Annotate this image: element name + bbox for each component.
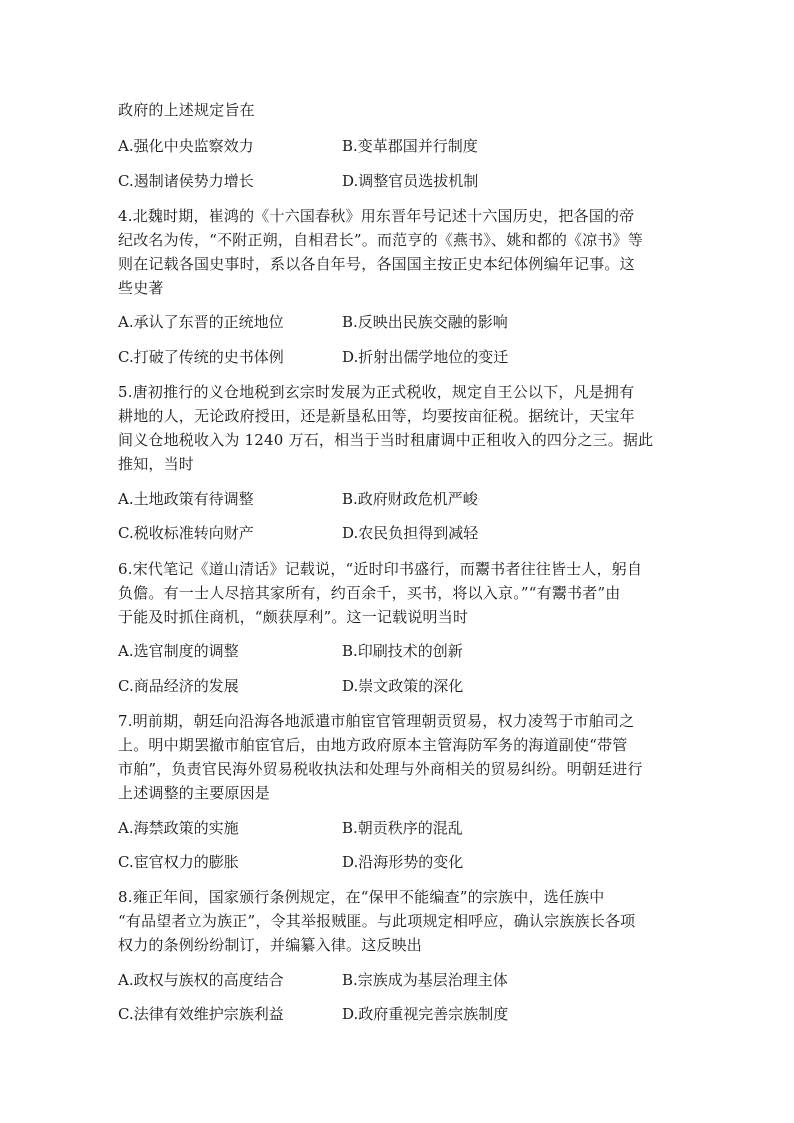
q5-option-a: A.土地政策有待调整 — [118, 490, 254, 508]
q7-stem-line: 上述调整的主要原因是 — [118, 784, 271, 802]
q6-option-d: D.崇文政策的深化 — [342, 677, 464, 695]
q6-stem-line: 6.宋代笔记《道山清话》记载说，“近时印书盛行，而鬻书者往往皆士人，躬自 — [118, 560, 643, 578]
q7-option-b: B.朝贡秩序的混乱 — [342, 819, 463, 837]
q6-option-c: C.商品经济的发展 — [118, 677, 239, 695]
q3-option-c: C.遏制诸侯势力增长 — [118, 172, 254, 190]
q7-option-d: D.沿海形势的变化 — [342, 853, 464, 871]
q8-stem-line: 8.雍正年间，国家颁行条例规定，在“保甲不能编查”的宗族中，选任族中 — [118, 888, 605, 906]
q4-stem-line: 则在记载各国史事时，系以各自年号，各国国主按正史本纪体例编年记事。这 — [118, 255, 635, 273]
q4-option-b: B.反映出民族交融的影响 — [342, 313, 508, 331]
q3-option-a: A.强化中央监察效力 — [118, 137, 254, 155]
q4-option-a: A.承认了东晋的正统地位 — [118, 313, 284, 331]
q4-option-c: C.打破了传统的史书体例 — [118, 348, 284, 366]
q3-option-d: D.调整官员选拔机制 — [342, 172, 479, 190]
q8-stem-line: “有品望者立为族正”，令其举报贼匪。与此项规定相呼应，确认宗族族长各项 — [118, 912, 636, 930]
q5-stem-line: 耕地的人，无论政府授田，还是新垦私田等，均要按亩征税。据统计，天宝年 — [118, 407, 635, 425]
q5-option-d: D.农民负担得到减轻 — [342, 524, 479, 542]
q8-stem-line: 权力的条例纷纷制订，并编纂入律。这反映出 — [118, 936, 423, 954]
q5-option-b: B.政府财政危机严峻 — [342, 490, 478, 508]
q4-stem-line: 4.北魏时期，崔鸿的《十六国春秋》用东晋年号记述十六国历史，把各国的帝 — [118, 207, 635, 225]
q5-stem-line: 推知，当时 — [118, 455, 195, 473]
q7-stem-line: 7.明前期，朝廷向沿海各地派遣市舶宦官管理朝贡贸易，权力凌驾于市舶司之 — [118, 712, 635, 730]
q7-stem-line: 上。明中期罢撤市舶宦官后，由地方政府原本主管海防军务的海道副使“带管 — [118, 736, 628, 754]
q5-stem-line: 5.唐初推行的义仓地税到玄宗时发展为正式税收，规定自王公以下，凡是拥有 — [118, 383, 635, 401]
question-3-stem-tail: 政府的上述规定旨在 — [118, 101, 255, 119]
q5-option-c: C.税收标准转向财产 — [118, 524, 254, 542]
q7-option-c: C.宦官权力的膨胀 — [118, 853, 239, 871]
q7-option-a: A.海禁政策的实施 — [118, 819, 239, 837]
q6-option-a: A.选官制度的调整 — [118, 642, 239, 660]
q8-option-c: C.法律有效维护宗族利益 — [118, 1005, 284, 1023]
q5-stem-line: 间义仓地税收入为 1240 万石，相当于当时租庸调中正租收入的四分之三。据此 — [118, 431, 654, 449]
q3-option-b: B.变革郡国并行制度 — [342, 137, 478, 155]
q6-option-b: B.印刷技术的创新 — [342, 642, 463, 660]
q6-stem-line: 于能及时抓住商机，“颇获厚利”。这一记载说明当时 — [118, 608, 469, 626]
q4-option-d: D.折射出儒学地位的变迁 — [342, 348, 509, 366]
q6-stem-line: 负儋。有一士人尽掊其家所有，约百余千，买书，将以入京。”“有鬻书者”由 — [118, 584, 621, 602]
q8-option-d: D.政府重视完善宗族制度 — [342, 1005, 509, 1023]
q8-option-b: B.宗族成为基层治理主体 — [342, 971, 508, 989]
q7-stem-line: 市舶”，负责官民海外贸易税收执法和处理与外商相关的贸易纠纷。明朝廷进行 — [118, 760, 643, 778]
q8-option-a: A.政权与族权的高度结合 — [118, 971, 284, 989]
q4-stem-line: 些史著 — [118, 279, 164, 297]
q4-stem-line: 纪改名为传，“不附正朔，自相君长”。而范亨的《燕书》、姚和都的《凉书》等 — [118, 231, 644, 249]
